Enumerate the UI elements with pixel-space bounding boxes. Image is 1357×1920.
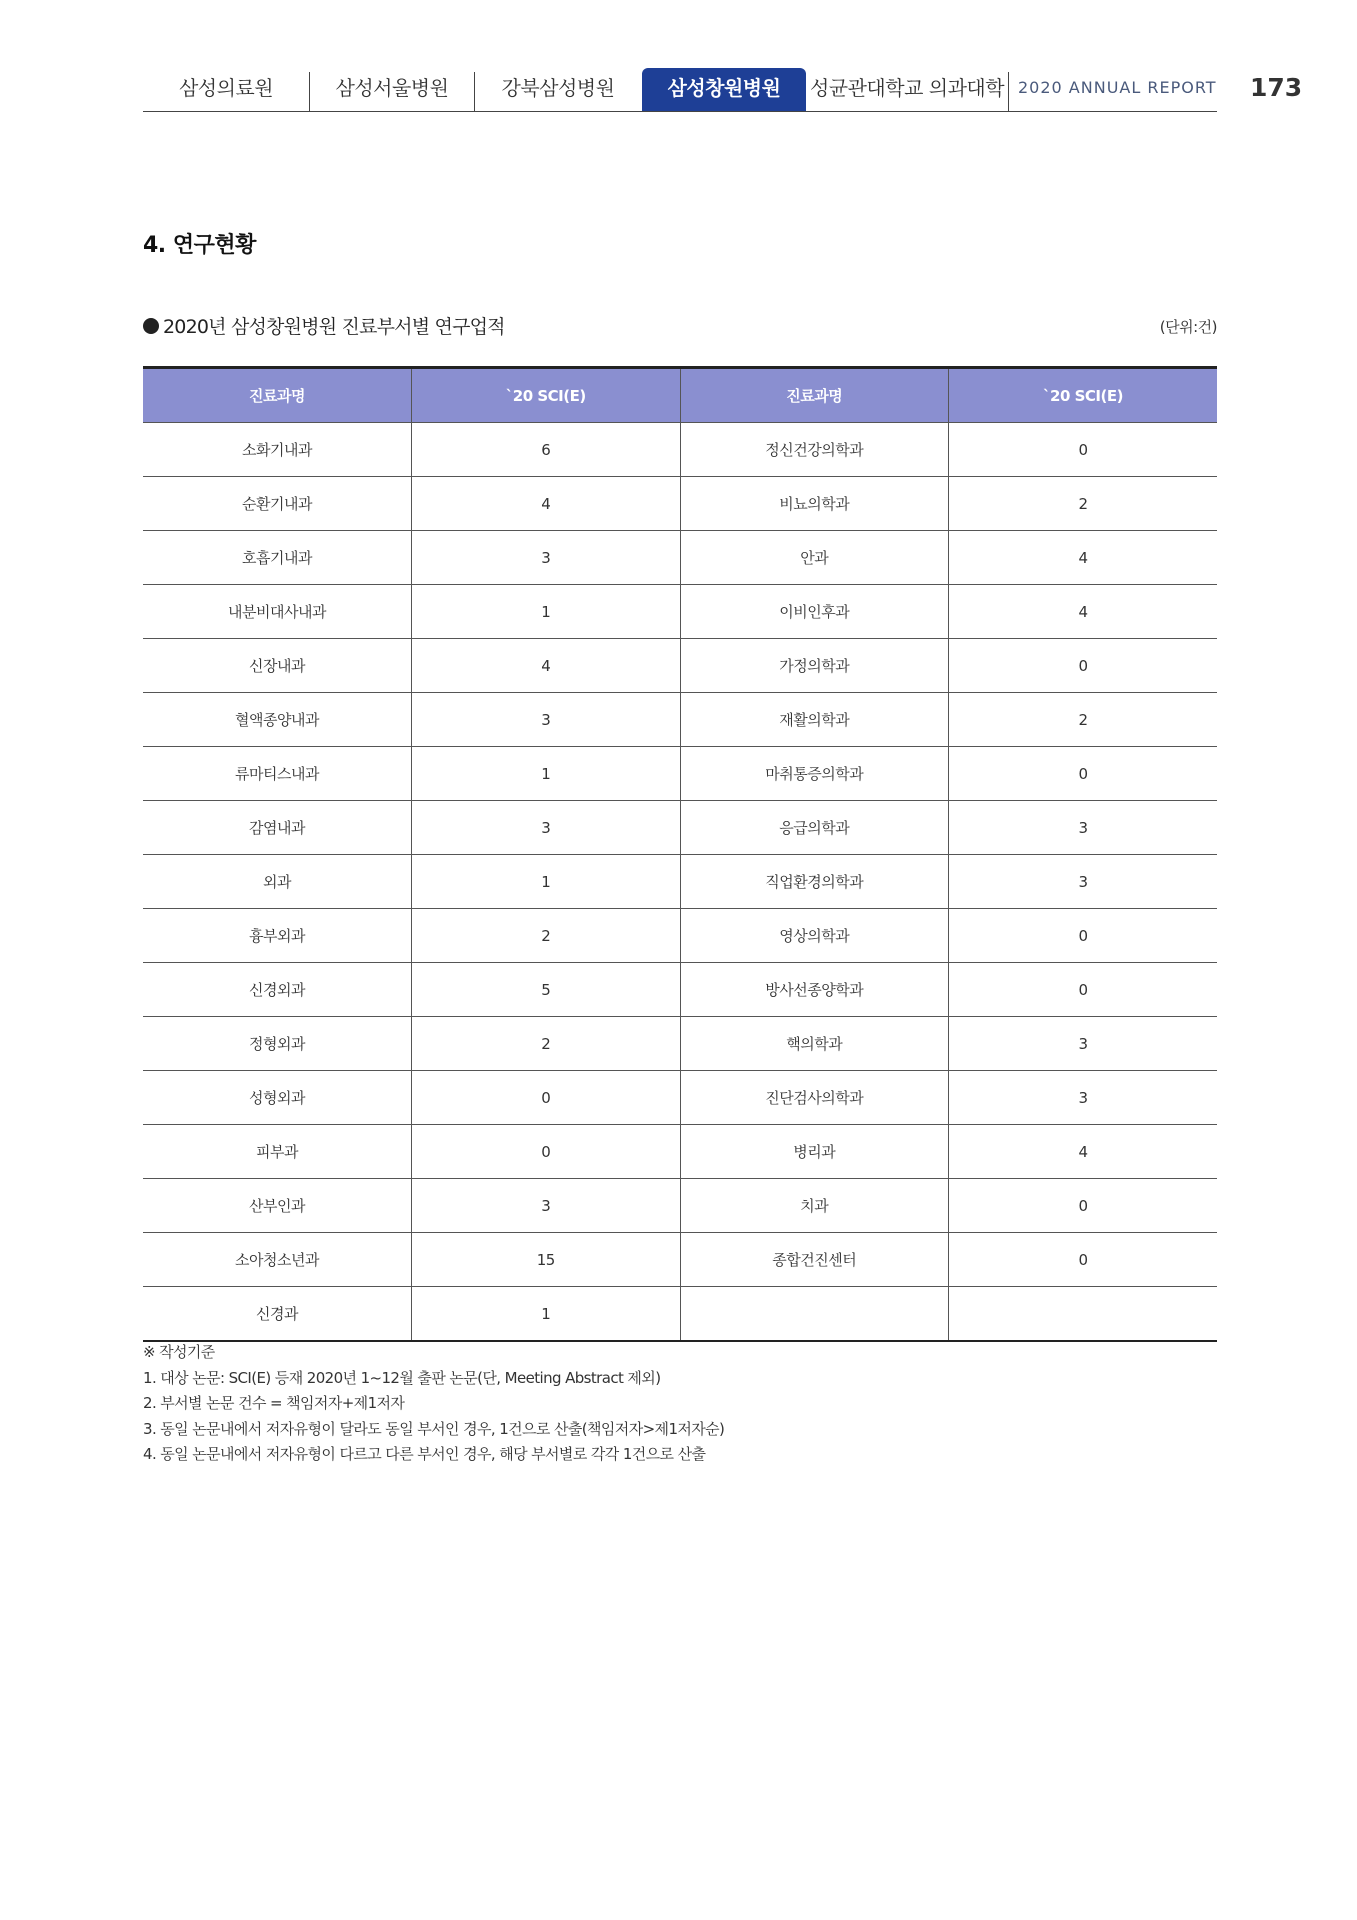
- sci-count-cell: 0: [412, 1071, 681, 1125]
- sci-count-cell: 3: [949, 855, 1218, 909]
- sci-count-cell: 3: [949, 801, 1218, 855]
- department-cell: 직업환경의학과: [680, 855, 949, 909]
- department-cell: 가정의학과: [680, 639, 949, 693]
- department-cell: 신경외과: [143, 963, 412, 1017]
- sci-count-cell: 4: [949, 1125, 1218, 1179]
- sci-count-cell: 5: [412, 963, 681, 1017]
- sci-count-cell: 4: [949, 585, 1218, 639]
- unit-label: (단위:건): [1159, 318, 1217, 336]
- department-cell: 류마티스내과: [143, 747, 412, 801]
- sci-count-cell: 0: [949, 423, 1218, 477]
- department-cell: [680, 1287, 949, 1342]
- sci-count-cell: [949, 1287, 1218, 1342]
- table-caption-text: 2020년 삼성창원병원 진료부서별 연구업적: [163, 316, 505, 338]
- sci-count-cell: 0: [949, 1179, 1218, 1233]
- department-cell: 내분비대사내과: [143, 585, 412, 639]
- annual-report-label: 2020 ANNUAL REPORT: [1018, 78, 1217, 97]
- table-row: [143, 531, 1217, 585]
- bullet-icon: [143, 318, 159, 334]
- department-cell: 흉부외과: [143, 909, 412, 963]
- tab-divider: [1008, 72, 1009, 112]
- department-cell: 방사선종양학과: [680, 963, 949, 1017]
- department-cell: 외과: [143, 855, 412, 909]
- department-cell: 이비인후과: [680, 585, 949, 639]
- department-cell: 순환기내과: [143, 477, 412, 531]
- table-row: [143, 909, 1217, 963]
- table-row: [143, 747, 1217, 801]
- sci-count-cell: 1: [412, 585, 681, 639]
- column-header: 진료과명: [680, 368, 949, 423]
- column-header: 진료과명: [143, 368, 412, 423]
- sci-count-cell: 0: [949, 639, 1218, 693]
- sci-count-cell: 1: [412, 747, 681, 801]
- table-row: [143, 855, 1217, 909]
- department-cell: 소아청소년과: [143, 1233, 412, 1287]
- department-cell: 종합건진센터: [680, 1233, 949, 1287]
- sci-count-cell: 3: [412, 1179, 681, 1233]
- department-cell: 성형외과: [143, 1071, 412, 1125]
- sci-count-cell: 3: [412, 531, 681, 585]
- table-row: [143, 585, 1217, 639]
- table-row: [143, 963, 1217, 1017]
- sci-count-cell: 4: [412, 639, 681, 693]
- sci-count-cell: 0: [949, 1233, 1218, 1287]
- department-cell: 혈액종양내과: [143, 693, 412, 747]
- sci-count-cell: 2: [412, 1017, 681, 1071]
- column-header: `20 SCI(E): [949, 368, 1218, 423]
- sci-count-cell: 3: [412, 801, 681, 855]
- table-row: [143, 1125, 1217, 1179]
- department-cell: 신장내과: [143, 639, 412, 693]
- table-row: [143, 801, 1217, 855]
- department-cell: 비뇨의학과: [680, 477, 949, 531]
- note-item: 1. 대상 논문: SCI(E) 등재 2020년 1~12월 출판 논문(단, Meeting Abstract 제외): [143, 1368, 661, 1387]
- department-cell: 산부인과: [143, 1179, 412, 1233]
- department-cell: 재활의학과: [680, 693, 949, 747]
- note-item: 4. 동일 논문내에서 저자유형이 다르고 다른 부서인 경우, 해당 부서별로 각각 1건으로 산출: [143, 1445, 706, 1463]
- table-row: [143, 477, 1217, 531]
- sci-count-cell: 2: [949, 477, 1218, 531]
- department-cell: 병리과: [680, 1125, 949, 1179]
- department-cell: 안과: [680, 531, 949, 585]
- sci-count-cell: 1: [412, 1287, 681, 1342]
- sci-count-cell: 15: [412, 1233, 681, 1287]
- page-number: 173: [1250, 73, 1303, 102]
- sci-count-cell: 4: [949, 531, 1218, 585]
- sci-count-cell: 1: [412, 855, 681, 909]
- sci-count-cell: 2: [412, 909, 681, 963]
- table-header-row: [143, 368, 1217, 423]
- notes-heading: ※ 작성기준: [143, 1343, 215, 1361]
- department-cell: 응급의학과: [680, 801, 949, 855]
- sci-count-cell: 0: [949, 909, 1218, 963]
- header-nav: [143, 68, 1217, 112]
- sci-count-cell: 3: [412, 693, 681, 747]
- department-cell: 호흡기내과: [143, 531, 412, 585]
- sci-count-cell: 3: [949, 1071, 1218, 1125]
- table-caption: [143, 312, 505, 339]
- tab-samsung-changwon-hospital[interactable]: 삼성창원병원: [642, 68, 806, 111]
- department-cell: 마취통증의학과: [680, 747, 949, 801]
- section-title: 4. 연구현황: [143, 233, 256, 258]
- header-underline: [143, 111, 1217, 112]
- department-cell: 정신건강의학과: [680, 423, 949, 477]
- department-cell: 신경과: [143, 1287, 412, 1342]
- sci-count-cell: 0: [949, 747, 1218, 801]
- department-cell: 피부과: [143, 1125, 412, 1179]
- table-row: [143, 639, 1217, 693]
- department-cell: 소화기내과: [143, 423, 412, 477]
- note-item: 3. 동일 논문내에서 저자유형이 달라도 동일 부서인 경우, 1건으로 산출(책임저자>제1저자순): [143, 1419, 725, 1438]
- sci-count-cell: 4: [412, 477, 681, 531]
- sci-count-cell: 3: [949, 1017, 1218, 1071]
- tab-kangbuk-samsung-hospital[interactable]: 강북삼성병원: [501, 76, 615, 100]
- column-header: `20 SCI(E): [412, 368, 681, 423]
- tab-samsung-medical-center[interactable]: 삼성의료원: [178, 76, 274, 100]
- department-cell: 핵의학과: [680, 1017, 949, 1071]
- tab-samsung-seoul-hospital[interactable]: 삼성서울병원: [335, 76, 449, 100]
- department-cell: 진단검사의학과: [680, 1071, 949, 1125]
- tab-skku-medicine[interactable]: 성균관대학교 의과대학: [809, 76, 1005, 100]
- department-cell: 정형외과: [143, 1017, 412, 1071]
- table-row: [143, 1017, 1217, 1071]
- table-row: [143, 1071, 1217, 1125]
- research-table: [143, 366, 1217, 1342]
- table-row: [143, 1179, 1217, 1233]
- sci-count-cell: 0: [412, 1125, 681, 1179]
- sci-count-cell: 2: [949, 693, 1218, 747]
- table-row: [143, 423, 1217, 477]
- sci-count-cell: 6: [412, 423, 681, 477]
- note-item: 2. 부서별 논문 건수 = 책임저자+제1저자: [143, 1394, 405, 1412]
- department-cell: 치과: [680, 1179, 949, 1233]
- notes: [143, 1340, 724, 1468]
- table-row: [143, 1233, 1217, 1287]
- table-row: [143, 693, 1217, 747]
- table-row: [143, 1287, 1217, 1342]
- sci-count-cell: 0: [949, 963, 1218, 1017]
- department-cell: 영상의학과: [680, 909, 949, 963]
- department-cell: 감염내과: [143, 801, 412, 855]
